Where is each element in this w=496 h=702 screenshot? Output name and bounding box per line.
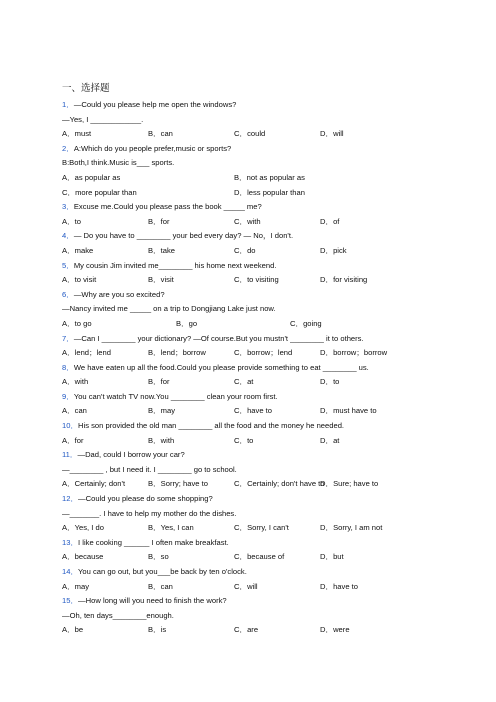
- question-stem: [62, 98, 482, 113]
- question-stem: [62, 332, 482, 347]
- answer-option[interactable]: B．not as popular as: [234, 172, 305, 182]
- answer-option[interactable]: A．may: [62, 581, 90, 591]
- answer-option[interactable]: A．Certainly; don't: [62, 479, 126, 489]
- answer-option[interactable]: B．visit: [148, 275, 174, 285]
- answer-option[interactable]: A．be: [62, 625, 84, 635]
- answer-option[interactable]: A．to go: [62, 318, 92, 328]
- answer-options: [62, 434, 482, 449]
- question-dialogue-line: [62, 463, 482, 478]
- question-stem: [62, 448, 482, 463]
- question-number: 15．: [62, 596, 79, 606]
- answer-option[interactable]: C．Sorry, I can't: [234, 523, 289, 533]
- question-stem: [62, 229, 482, 244]
- question-stem: [62, 565, 482, 580]
- answer-option[interactable]: B．so: [148, 552, 169, 562]
- answer-option[interactable]: C．because of: [234, 552, 285, 562]
- answer-option[interactable]: D．for visiting: [320, 275, 368, 285]
- answer-option[interactable]: B．with: [148, 435, 175, 445]
- answer-option[interactable]: A．Yes, I do: [62, 523, 104, 533]
- question-stem: [62, 361, 482, 376]
- question-list: [62, 98, 482, 638]
- question-text: —Yes, I ____________.: [62, 114, 144, 124]
- answer-option[interactable]: C．to: [234, 435, 254, 445]
- question-text: My cousin Jim invited me________ his home next weekend.: [73, 260, 277, 270]
- section-title: 一、选择题: [62, 83, 110, 94]
- answer-options: [62, 623, 482, 638]
- question-text: You can go out, but you___be back by ten o'clock.: [78, 567, 247, 576]
- question-text: —Could you please help me open the windows?: [73, 100, 237, 109]
- answer-option[interactable]: A．lend；lend: [62, 348, 111, 358]
- answer-option[interactable]: D．Sorry, I am not: [320, 523, 383, 533]
- question-stem: [62, 200, 482, 215]
- answer-option[interactable]: C．could: [234, 129, 266, 139]
- answer-option[interactable]: A．with: [62, 377, 89, 387]
- answer-option[interactable]: C．do: [234, 245, 256, 255]
- question-number: 2．: [62, 143, 74, 153]
- answer-option[interactable]: B．Sorry; have to: [148, 479, 208, 489]
- question-dialogue-line: [62, 302, 482, 317]
- question-text: —Dad, could I borrow your car?: [77, 450, 185, 460]
- answer-options: [62, 521, 482, 536]
- question-text: —_______. I have to help my mother do the dishes.: [62, 508, 237, 518]
- answer-option[interactable]: B．for: [148, 377, 170, 387]
- answer-options: [62, 186, 482, 201]
- answer-options: [62, 375, 482, 390]
- question-number: 13．: [62, 537, 79, 547]
- answer-option[interactable]: D．but: [320, 552, 344, 562]
- answer-options: [62, 215, 482, 230]
- answer-option[interactable]: A．because: [62, 552, 104, 562]
- answer-option[interactable]: D．less popular than: [234, 187, 305, 197]
- question-number: 14．: [62, 567, 79, 576]
- answer-option[interactable]: D．at: [320, 435, 340, 445]
- answer-options: [62, 477, 482, 492]
- answer-options: [62, 346, 482, 361]
- answer-option[interactable]: C．going: [290, 318, 322, 328]
- question-text: We have eaten up all the food.Could you please provide something to eat ________ us.: [73, 362, 369, 372]
- answer-option[interactable]: C．borrow；lend: [234, 348, 293, 358]
- question-number: 5．: [62, 260, 74, 270]
- question-text: —________ , but I need it. I ________ go to school.: [62, 464, 237, 474]
- question-number: 11．: [62, 450, 78, 460]
- answer-option[interactable]: D．Sure; have to: [320, 479, 379, 489]
- question-number: 4．: [62, 231, 74, 241]
- question-text: —Why are you so excited?: [73, 289, 165, 299]
- answer-option[interactable]: C．will: [234, 581, 258, 591]
- question-number: 7．: [62, 333, 74, 343]
- question-number: 10．: [62, 421, 79, 431]
- answer-option[interactable]: C．to visiting: [234, 275, 279, 285]
- answer-option[interactable]: D．will: [320, 129, 344, 139]
- answer-option[interactable]: A．make: [62, 245, 94, 255]
- question-stem: [62, 419, 482, 434]
- answer-options: [62, 404, 482, 419]
- question-number: 6．: [62, 289, 74, 299]
- answer-option[interactable]: D．were: [320, 625, 350, 635]
- answer-option[interactable]: A．to visit: [62, 275, 97, 285]
- question-text: —Oh, ten days________enough.: [62, 610, 174, 620]
- answer-option[interactable]: C．have to: [234, 406, 272, 416]
- question-text: B:Both,I think.Music is___ sports.: [62, 158, 175, 168]
- question-text: I like cooking ______ I often make breakfast.: [78, 537, 229, 547]
- answer-option[interactable]: A．to: [62, 216, 81, 226]
- question-text: Excuse me.Could you please pass the book _____ me?: [73, 202, 262, 212]
- answer-option[interactable]: C．at: [234, 377, 254, 387]
- answer-option[interactable]: B．for: [148, 216, 170, 226]
- answer-options: [62, 317, 482, 332]
- question-text: —Can I ________ your dictionary? —Of course.But you mustn't ________ it to others.: [73, 333, 364, 343]
- answer-options: [62, 580, 482, 595]
- answer-option[interactable]: C．with: [234, 216, 261, 226]
- answer-option[interactable]: C．Certainly; don't have to: [234, 479, 325, 489]
- answer-options: [62, 127, 482, 142]
- answer-option[interactable]: B．can: [148, 129, 173, 139]
- question-stem: [62, 259, 482, 274]
- question-stem: [62, 288, 482, 303]
- answer-option[interactable]: B．may: [148, 406, 176, 416]
- question-number: 3．: [62, 202, 74, 212]
- question-dialogue-line: [62, 156, 482, 171]
- answer-option[interactable]: D．must have to: [320, 406, 377, 416]
- question-text: —Could you please do some shopping?: [78, 494, 213, 504]
- question-stem: [62, 536, 482, 551]
- answer-option[interactable]: C．are: [234, 625, 259, 635]
- question-dialogue-line: [62, 609, 482, 624]
- question-number: 1．: [62, 100, 74, 109]
- answer-option[interactable]: D．of: [320, 216, 340, 226]
- question-text: His son provided the old man ________ all the food and the money he needed.: [78, 421, 345, 431]
- answer-option[interactable]: B．take: [148, 245, 176, 255]
- question-text: — Do you have to ________ your bed every day? — No，I don't.: [73, 231, 294, 241]
- answer-option[interactable]: A．for: [62, 435, 84, 445]
- answer-option[interactable]: B．Yes, I can: [148, 523, 194, 533]
- question-text: You can't watch TV now.You ________ clean your room first.: [73, 391, 278, 401]
- answer-options: [62, 244, 482, 259]
- question-number: 9．: [62, 391, 74, 401]
- question-dialogue-line: [62, 113, 482, 128]
- question-stem: [62, 142, 482, 157]
- answer-option[interactable]: B．lend；borrow: [148, 348, 206, 358]
- answer-option[interactable]: A．can: [62, 406, 87, 416]
- answer-option[interactable]: D．pick: [320, 245, 347, 255]
- answer-option[interactable]: A．must: [62, 129, 92, 139]
- answer-option[interactable]: A．as popular as: [62, 172, 121, 182]
- answer-options: [62, 171, 482, 186]
- answer-options: [62, 273, 482, 288]
- answer-option[interactable]: C．more popular than: [62, 187, 137, 197]
- answer-option[interactable]: B．go: [176, 318, 198, 328]
- question-stem: [62, 492, 482, 507]
- answer-option[interactable]: D．have to: [320, 581, 358, 591]
- question-text: A:Which do you people prefer,music or sports?: [73, 143, 232, 153]
- question-text: —Nancy invited me _____ on a trip to Dongjiang Lake just now.: [62, 304, 276, 314]
- question-stem: [62, 594, 482, 609]
- answer-option[interactable]: D．to: [320, 377, 340, 387]
- question-number: 12．: [62, 494, 79, 504]
- question-stem: [62, 390, 482, 405]
- question-dialogue-line: [62, 507, 482, 522]
- answer-option[interactable]: B．is: [148, 625, 167, 635]
- question-text: —How long will you need to finish the work?: [78, 596, 227, 606]
- answer-options: [62, 550, 482, 565]
- answer-option[interactable]: B．can: [148, 581, 173, 591]
- question-number: 8．: [62, 362, 74, 372]
- answer-option[interactable]: D．borrow；borrow: [320, 348, 388, 358]
